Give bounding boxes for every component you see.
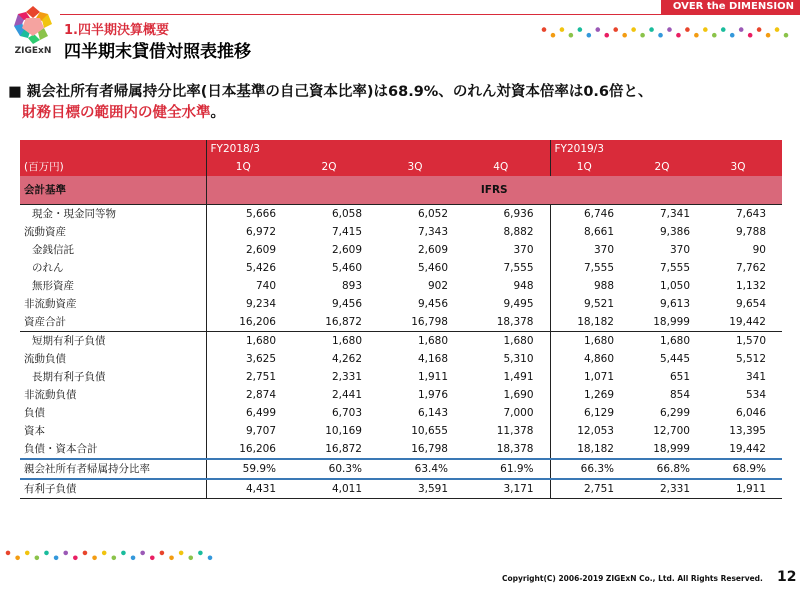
cell-value: 4,860 bbox=[583, 353, 614, 365]
cell-value: 6,936 bbox=[464, 205, 550, 224]
cell-value: 7,000 bbox=[464, 404, 550, 422]
bullet: ■ bbox=[8, 84, 22, 100]
cell-value: 2,751 bbox=[245, 371, 276, 383]
cell-value: 902 bbox=[427, 280, 448, 292]
row-label: 負債 bbox=[20, 404, 206, 422]
cell-value: 9,495 bbox=[464, 295, 550, 313]
zigexn-logo bbox=[8, 4, 58, 58]
cell-value: 2,441 bbox=[331, 389, 362, 401]
cell-value: 4,262 bbox=[331, 353, 362, 365]
cell-value: 11,378 bbox=[464, 422, 550, 440]
summary-text bbox=[8, 82, 788, 124]
row-label: 非流動資産 bbox=[20, 295, 206, 313]
cell-value: 3,625 bbox=[245, 353, 276, 365]
cell-value: 10,169 bbox=[325, 425, 362, 437]
row-label: 資本 bbox=[20, 422, 206, 440]
cell-value: 6,746 bbox=[550, 205, 630, 224]
header-rule bbox=[60, 14, 800, 15]
brand-tagline: OVER the DIMENSION bbox=[661, 0, 800, 14]
cell-value: 9,386 bbox=[659, 226, 690, 238]
quarter-header: 1Q bbox=[550, 158, 630, 176]
row-label: 流動資産 bbox=[20, 223, 206, 241]
cell-value: 6,046 bbox=[735, 407, 766, 419]
cell-value: 10,655 bbox=[411, 425, 448, 437]
accounting-standard-label: 会計基準 bbox=[20, 176, 206, 205]
cell-value: 13,395 bbox=[729, 425, 766, 437]
cell-value: 6,703 bbox=[331, 407, 362, 419]
cell-value: 893 bbox=[341, 280, 362, 292]
row-label: 短期有利子負債 bbox=[20, 332, 206, 351]
cell-value: 651 bbox=[669, 371, 690, 383]
table-row bbox=[20, 386, 782, 404]
cell-value: 1,680 bbox=[464, 332, 550, 351]
balance-sheet-table bbox=[20, 140, 782, 499]
cell-value: 1,680 bbox=[417, 335, 448, 347]
row-label: 負債・資本合計 bbox=[20, 440, 206, 459]
cell-value: 60.3% bbox=[292, 459, 378, 479]
table-row bbox=[20, 277, 782, 295]
row-label: 現金・現金同等物 bbox=[20, 205, 206, 224]
cell-value: 7,343 bbox=[417, 226, 448, 238]
row-label: 非流動負債 bbox=[20, 386, 206, 404]
fy2019-label: FY2019/3 bbox=[550, 140, 630, 158]
cell-value: 341 bbox=[745, 371, 766, 383]
table-row bbox=[20, 259, 782, 277]
cell-value: 1,132 bbox=[735, 280, 766, 292]
cell-value: 66.8% bbox=[630, 459, 706, 479]
cell-value: 6,499 bbox=[245, 407, 276, 419]
row-label: 資産合計 bbox=[20, 313, 206, 332]
cell-value: 68.9% bbox=[706, 459, 782, 479]
copyright: Copyright(C) 2006-2019 ZIGExN Co., Ltd. All Rights Reserved. bbox=[502, 574, 763, 583]
section-label: 1.四半期決算概要 bbox=[64, 23, 169, 38]
quarter-header: 3Q bbox=[706, 158, 782, 176]
cell-value: 16,798 bbox=[411, 443, 448, 455]
cell-value: 9,456 bbox=[417, 298, 448, 310]
row-label: 無形資産 bbox=[20, 277, 206, 295]
page-number: 12 bbox=[777, 569, 797, 585]
table-row bbox=[20, 368, 782, 386]
cell-value: 2,874 bbox=[245, 389, 276, 401]
cell-value: 16,206 bbox=[206, 313, 292, 332]
cell-value: 1,491 bbox=[464, 368, 550, 386]
quarter-header: 2Q bbox=[292, 158, 378, 176]
row-label: 金銭信託 bbox=[20, 241, 206, 259]
cell-value: 9,707 bbox=[245, 425, 276, 437]
table-row bbox=[20, 205, 782, 224]
row-label: 長期有利子負債 bbox=[20, 368, 206, 386]
cell-value: 4,431 bbox=[206, 479, 292, 499]
cell-value: 370 bbox=[464, 241, 550, 259]
logo-text: ZIGExN bbox=[14, 46, 52, 56]
cell-value: 9,613 bbox=[659, 298, 690, 310]
cell-value: 9,788 bbox=[735, 226, 766, 238]
table-row bbox=[20, 313, 782, 332]
table-row bbox=[20, 350, 782, 368]
cell-value: 1,680 bbox=[331, 335, 362, 347]
cell-value: 7,341 bbox=[630, 205, 706, 224]
cell-value: 66.3% bbox=[550, 459, 630, 479]
cell-value: 3,171 bbox=[464, 479, 550, 499]
cell-value: 18,378 bbox=[464, 313, 550, 332]
row-label: 親会社所有者帰属持分比率 bbox=[20, 459, 206, 479]
cell-value: 988 bbox=[593, 280, 614, 292]
cell-value: 90 bbox=[752, 244, 766, 256]
table-row bbox=[20, 459, 782, 479]
table-row bbox=[20, 223, 782, 241]
cell-value: 370 bbox=[593, 244, 614, 256]
cell-value: 3,591 bbox=[378, 479, 464, 499]
row-label: 流動負債 bbox=[20, 350, 206, 368]
cell-value: 63.4% bbox=[378, 459, 464, 479]
logo-mark-icon bbox=[10, 4, 56, 46]
table-row bbox=[20, 295, 782, 313]
cell-value: 4,011 bbox=[292, 479, 378, 499]
unit-label: (百万円) bbox=[20, 158, 206, 176]
cell-value: 5,445 bbox=[659, 353, 690, 365]
cell-value: 2,331 bbox=[331, 371, 362, 383]
table-row bbox=[20, 422, 782, 440]
table-row bbox=[20, 241, 782, 259]
cell-value: 9,456 bbox=[331, 298, 362, 310]
cell-value: 59.9% bbox=[206, 459, 292, 479]
cell-value: 2,609 bbox=[245, 244, 276, 256]
decorative-dots-icon bbox=[540, 24, 790, 40]
cell-value: 534 bbox=[745, 389, 766, 401]
cell-value: 5,512 bbox=[735, 353, 766, 365]
cell-value: 7,555 bbox=[659, 262, 690, 274]
accounting-standard-value: IFRS bbox=[206, 176, 782, 205]
cell-value: 19,442 bbox=[706, 313, 782, 332]
cell-value: 1,570 bbox=[735, 335, 766, 347]
cell-value: 2,751 bbox=[550, 479, 630, 499]
table-row bbox=[20, 479, 782, 499]
cell-value: 5,310 bbox=[464, 350, 550, 368]
cell-value: 9,234 bbox=[245, 298, 276, 310]
quarter-header: 4Q bbox=[464, 158, 550, 176]
cell-value: 854 bbox=[669, 389, 690, 401]
cell-value: 8,661 bbox=[583, 226, 614, 238]
cell-value: 7,555 bbox=[583, 262, 614, 274]
cell-value: 18,999 bbox=[653, 443, 690, 455]
cell-value: 61.9% bbox=[464, 459, 550, 479]
table-row bbox=[20, 332, 782, 351]
cell-value: 18,999 bbox=[630, 313, 706, 332]
cell-value: 6,129 bbox=[583, 407, 614, 419]
cell-value: 7,762 bbox=[735, 262, 766, 274]
cell-value: 7,415 bbox=[331, 226, 362, 238]
cell-value: 19,442 bbox=[729, 443, 766, 455]
cell-value: 2,331 bbox=[630, 479, 706, 499]
cell-value: 6,299 bbox=[659, 407, 690, 419]
cell-value: 7,643 bbox=[706, 205, 782, 224]
quarter-header: 1Q bbox=[206, 158, 292, 176]
cell-value: 948 bbox=[464, 277, 550, 295]
cell-value: 7,555 bbox=[464, 259, 550, 277]
cell-value: 1,680 bbox=[659, 335, 690, 347]
cell-value: 2,609 bbox=[417, 244, 448, 256]
cell-value: 740 bbox=[255, 280, 276, 292]
cell-value: 16,872 bbox=[325, 443, 362, 455]
row-label: 有利子負債 bbox=[20, 479, 206, 499]
cell-value: 1,680 bbox=[245, 335, 276, 347]
cell-value: 16,206 bbox=[239, 443, 276, 455]
cell-value: 1,976 bbox=[417, 389, 448, 401]
cell-value: 18,378 bbox=[464, 440, 550, 459]
cell-value: 1,071 bbox=[583, 371, 614, 383]
cell-value: 1,050 bbox=[659, 280, 690, 292]
cell-value: 370 bbox=[669, 244, 690, 256]
cell-value: 2,609 bbox=[331, 244, 362, 256]
cell-value: 1,680 bbox=[583, 335, 614, 347]
cell-value: 1,269 bbox=[583, 389, 614, 401]
cell-value: 8,882 bbox=[464, 223, 550, 241]
cell-value: 18,182 bbox=[577, 443, 614, 455]
summary-main: 親会社所有者帰属持分比率(日本基準の自己資本比率)は68.9%、のれん対資本倍率は0.6倍と、 bbox=[26, 84, 653, 100]
quarter-header: 2Q bbox=[630, 158, 706, 176]
cell-value: 1,911 bbox=[706, 479, 782, 499]
cell-value: 5,460 bbox=[331, 262, 362, 274]
cell-value: 16,798 bbox=[378, 313, 464, 332]
decorative-dots-icon bbox=[4, 548, 214, 562]
cell-value: 12,700 bbox=[653, 425, 690, 437]
summary-tail: 。 bbox=[210, 105, 225, 121]
cell-value: 5,666 bbox=[206, 205, 292, 224]
cell-value: 12,053 bbox=[577, 425, 614, 437]
fy2018-label: FY2018/3 bbox=[206, 140, 292, 158]
cell-value: 6,052 bbox=[378, 205, 464, 224]
row-label: のれん bbox=[20, 259, 206, 277]
summary-highlight: 財務目標の範囲内の健全水準 bbox=[22, 105, 211, 121]
cell-value: 9,654 bbox=[735, 298, 766, 310]
cell-value: 6,972 bbox=[245, 226, 276, 238]
cell-value: 9,521 bbox=[583, 298, 614, 310]
page-title: 四半期末貸借対照表推移 bbox=[64, 42, 251, 62]
cell-value: 18,182 bbox=[550, 313, 630, 332]
cell-value: 5,426 bbox=[245, 262, 276, 274]
quarter-header: 3Q bbox=[378, 158, 464, 176]
cell-value: 5,460 bbox=[417, 262, 448, 274]
cell-value: 6,143 bbox=[417, 407, 448, 419]
cell-value: 6,058 bbox=[292, 205, 378, 224]
table-row bbox=[20, 440, 782, 459]
cell-value: 4,168 bbox=[417, 353, 448, 365]
table-row bbox=[20, 404, 782, 422]
cell-value: 1,690 bbox=[464, 386, 550, 404]
cell-value: 16,872 bbox=[292, 313, 378, 332]
cell-value: 1,911 bbox=[417, 371, 448, 383]
